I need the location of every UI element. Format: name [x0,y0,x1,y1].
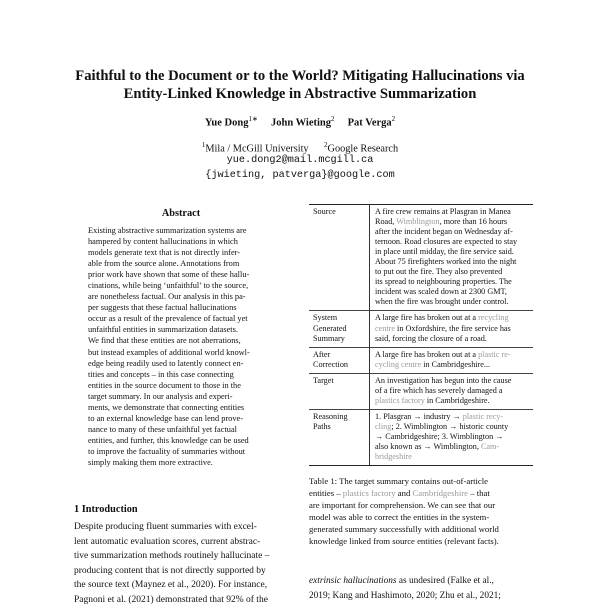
text-line [375,207,530,217]
text-line: We find that these entities are not aberrations, [88,336,241,346]
text-span: in Manea [478,207,511,216]
text-span: A fire crew remains at [375,207,450,216]
highlighted-entity: recycling [478,313,509,323]
text-line: entities, and further, this knowledge can be used [88,435,249,445]
text-span: extrinsic hallucinations [309,576,397,586]
text-line [375,247,530,257]
text-line: producing content that is not directly supported by [74,565,266,576]
text-span: – that [468,488,490,499]
text-span: 1. Plasgran → industry → [375,411,463,421]
text-line [375,324,530,334]
text-span: said, forcing the closure of a road. [375,333,487,343]
row-label [309,409,370,465]
text-span: in [395,323,406,333]
text-line [375,287,530,297]
text-span: Cambridgeshire [435,395,488,405]
table-row [309,409,533,465]
text-span: its spread to neighbouring properties. The [375,277,512,287]
text-line [309,499,533,511]
text-line: Target [313,375,334,385]
highlighted-entity: Wimblington [396,217,440,227]
text-line: the source text (Maynez et al., 2020). For instance, [74,580,268,591]
text-line: target summary. In our analysis and experi- [88,391,233,401]
text-span: as undesired (Falke et al., [396,576,494,586]
affiliation-name: Mila / McGill University [205,143,309,155]
text-line [375,297,530,307]
text-line [309,589,533,604]
text-line [375,376,530,386]
text-span: also known as → Wimblington, [375,441,481,451]
row-label [309,311,370,347]
table-row [309,347,533,373]
affiliation-name: Google Research [327,143,399,155]
highlighted-entity: bridgeshire [375,452,412,462]
text-line: per suggests that these factual hallucinations [88,303,237,313]
title-line: Faithful to the Document or to the World? Mitigating Hallucinations via [75,68,525,84]
text-line: lent automatic evaluation scores, current abstrac- [74,536,261,547]
text-line [375,396,530,406]
text-line: able from the source alone. Annotations from [88,259,240,269]
text-line: Source [313,207,336,216]
text-span: of a fire which has severely damaged a [375,385,503,395]
text-line [375,227,530,237]
highlighted-entity: plastics factory [342,488,396,499]
text-span: A large fire has broken out at a [375,349,479,359]
text-line: nance to many of these unfaithful yet factual [88,424,237,434]
text-line: entities in the source document to those in the [88,380,241,390]
title-line: Entity-Linked Knowledge in Abstractive Summarization [123,86,477,102]
text-line [309,574,533,589]
section-heading: 1 Introduction [74,504,138,515]
text-span: ternoon. Road closures are expected to stay [375,237,518,247]
text-line: Summary [313,333,345,343]
highlighted-entity: centre [375,323,395,333]
text-line: tities and concepts – in this case connecting [88,369,234,379]
highlighted-entity: cling [375,421,392,431]
text-line: are nonetheless factual. Our analysis in this pa- [88,292,246,302]
row-label [309,347,370,373]
text-line: prior work have shown that some of these hallu- [88,270,250,280]
text-span: Oxfordshire [405,323,446,333]
text-line: Existing abstractive summarization systems are [88,226,247,235]
text-span: in [421,359,432,369]
text-span: in place until midday, the fire service said. [375,247,514,257]
affiliations [60,139,540,155]
highlighted-entity: Cam- [480,441,500,451]
text-line [375,412,530,422]
table-row [309,373,533,409]
text-line: Despite producing fluent summaries with excel- [74,522,257,532]
text-span: incident was scaled down at 2300 GMT, [375,287,507,297]
text-line [375,267,530,277]
text-line [375,217,530,227]
author-sup: 2 [391,115,396,123]
text-line: Reasoning [313,411,348,421]
text-span: Cambridgeshire [431,359,484,369]
text-line: Generated [313,323,347,333]
text-span: ... [483,359,491,369]
text-span: entities – [309,488,343,499]
author-name: Yue Dong [204,117,249,129]
text-line: simply making them more extractive. [88,457,213,467]
text-line [309,511,533,523]
author-sup: 1∗ [248,115,258,123]
row-text [370,311,534,347]
text-span: Road, [375,217,397,227]
row-text [370,373,534,409]
text-line: to an external knowledge base can lend prove- [88,413,243,423]
text-line: models generate text that is not directly infer- [88,248,241,258]
text-line [375,432,530,442]
text-line [375,442,530,452]
text-line [309,487,533,499]
affiliation-sup: 2 [324,141,328,149]
text-line [309,523,533,535]
paper-title [60,67,540,103]
intro-body [74,520,300,608]
text-line [375,360,530,370]
author-list [60,113,540,130]
text-span: , the fire service has [445,323,511,333]
highlighted-entity: cycling centre [375,359,422,369]
row-label [309,373,370,409]
text-line [375,257,530,267]
text-span: when the fire was brought under control. [375,297,509,307]
abstract-body [88,225,274,468]
text-span: Plasgran [449,207,478,216]
text-span: 2019; Kang and Hashimoto, 2020; Zhu et al., 2021; [309,590,501,601]
author-sup: 2 [331,115,335,123]
highlighted-entity: plastics factory [375,395,425,405]
text-span: are important for comprehension. We can see that our [309,500,496,511]
row-text [370,205,534,311]
email-address: yue.dong2@mail.mcgill.ca [226,155,374,166]
text-line: Correction [313,359,349,369]
text-line [375,277,530,287]
text-line [375,334,530,344]
text-span: in [424,395,436,405]
right-column-body [309,574,533,603]
text-span: model was able to correct the entities in the system- [309,512,490,523]
text-span: → Cambridgeshire; 3. Wimblington → [375,431,504,441]
text-line: hampered by content hallucinations in which [88,237,238,247]
text-span: An investigation has begun into the cause [375,375,512,385]
text-line [375,386,530,396]
text-line: unfaithful entities in summarization datasets. [88,325,238,335]
text-line: but instead examples of additional world knowl- [88,347,250,357]
text-line [309,475,533,487]
text-line: System [313,313,338,323]
author-name: John Wieting [270,117,331,129]
example-table [309,204,533,466]
text-span: . [487,395,490,405]
text-line: occur as a result of the prevalence of factual yet [88,314,248,324]
text-line [375,313,530,323]
text-line: tive summarization methods routinely hallucinate – [74,551,270,562]
text-span: to put out the fire. They also prevented [375,267,503,277]
highlighted-entity: plastic re- [478,349,511,359]
text-span: and [395,488,413,499]
text-span: ; 2. Wimblington → historic county [391,421,509,431]
affiliation-sup: 1 [201,141,206,149]
text-line: Paths [313,421,331,431]
text-line [375,452,530,462]
text-line: edge being readily used to latently connect en- [88,358,244,368]
text-span: after the incident began on Wednesday af- [375,227,513,237]
row-text [370,347,534,373]
text-line [309,535,533,547]
text-span: , more than 16 hours [439,217,508,227]
text-line [375,422,530,432]
text-line: Pagnoni et al. (2021) demonstrated that 92% of the [74,594,268,605]
row-label [309,205,370,311]
text-line [375,350,530,360]
text-line: cinations, while being ‘unfaithful’ to the source, [88,281,249,291]
abstract-heading: Abstract [161,208,201,219]
highlighted-entity: plastic recy- [462,411,504,421]
text-span: Table 1: The target summary contains out-of-article [309,476,489,486]
text-line: to improve the factuality of summaries without [88,446,246,456]
text-span: A large fire has broken out at a [375,313,479,323]
table-caption [309,475,533,548]
highlighted-entity: Cambridgeshire [412,488,469,499]
author-name: Pat Verga [347,117,392,129]
text-span: generated summary successfully with additional world [309,524,499,535]
table-row [309,205,533,311]
text-line: After [313,349,331,359]
table-row [309,311,533,347]
text-span: knowledge linked from source entities (relevant facts). [309,536,499,547]
row-text [370,409,534,465]
text-span: About 75 firefighters worked into the night [375,257,517,267]
text-line [375,237,530,247]
text-line: ments, we demonstrate that connecting entities [88,402,245,412]
email-address: {jwieting, patverga}@google.com [205,170,395,181]
